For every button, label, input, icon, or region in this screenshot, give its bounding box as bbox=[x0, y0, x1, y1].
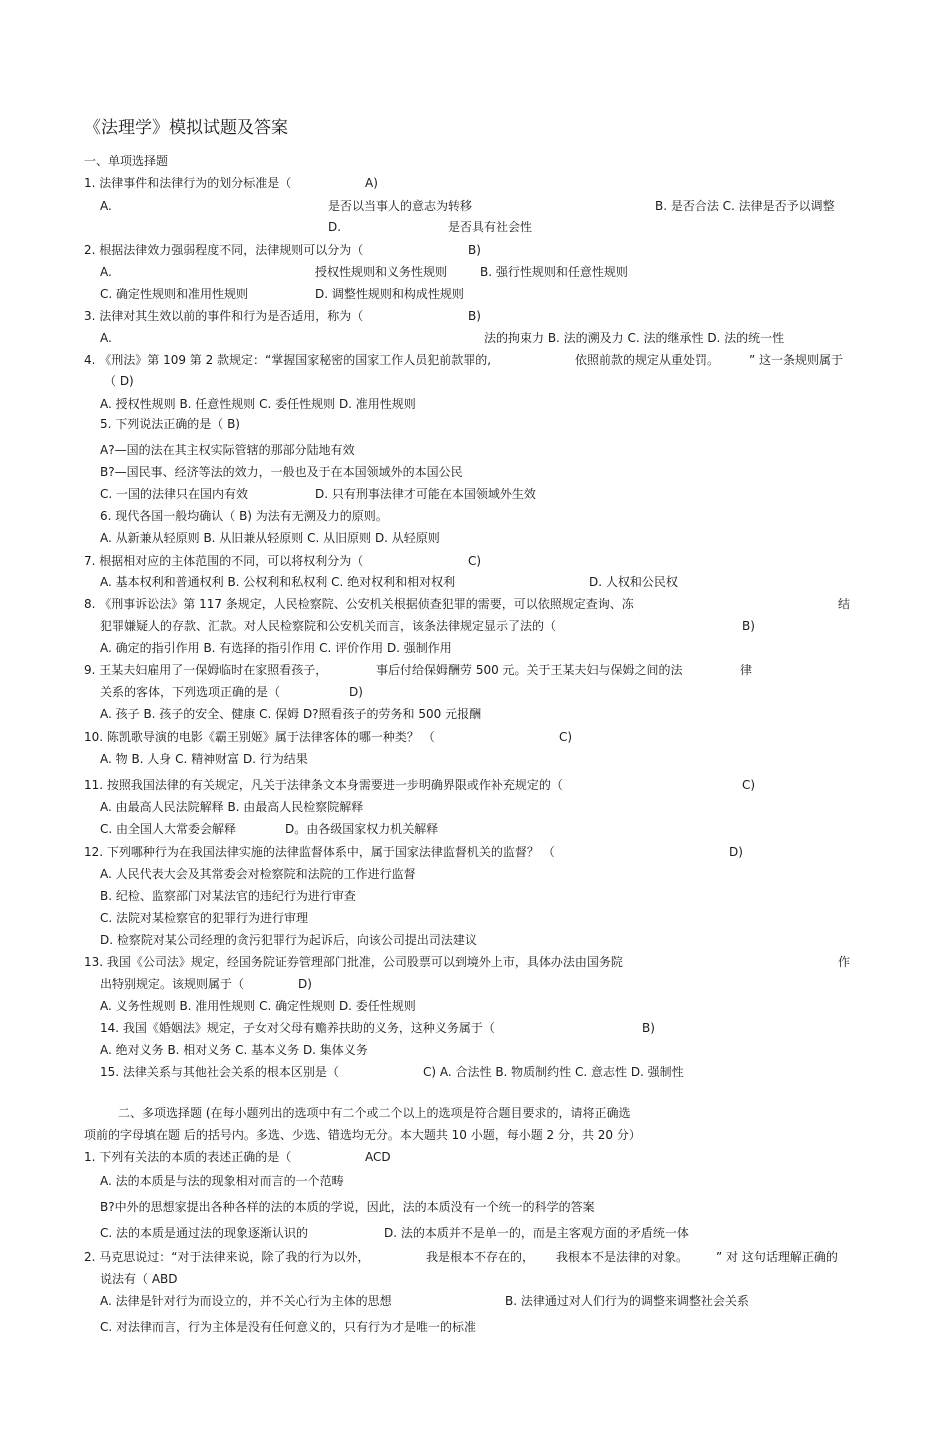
q13-stem-line1-end: 作 bbox=[838, 955, 851, 969]
q10-options: A. 物 B. 人身 C. 精神财富 D. 行为结果 bbox=[100, 752, 308, 766]
q1-stem: 1. 法律事件和法律行为的划分标准是（ bbox=[84, 176, 292, 190]
m2-stem-part2: 我是根本不存在的， bbox=[426, 1250, 535, 1264]
q1-option-d: 是否具有社会性 bbox=[448, 220, 533, 234]
section-instructions: 项前的字母填在题 后的括号内。多选、少选、错选均无分。本大题共 10 小题，每小题 2 分，共 20 分） bbox=[84, 1128, 641, 1142]
m2-option-b: B. 法律通过对人们行为的调整来调整社会关系 bbox=[505, 1294, 749, 1308]
q2-option-a: 授权性规则和义务性规则 bbox=[315, 265, 448, 279]
m1-option-a: A. 法的本质是与法的现象相对而言的一个范畴 bbox=[100, 1174, 344, 1188]
q12-option-a: A. 人民代表大会及其常委会对检察院和法院的工作进行监督 bbox=[100, 867, 416, 881]
q9-stem-part2: 事后付给保姆酬劳 500 元。关于王某夫妇与保姆之间的法 bbox=[376, 663, 683, 677]
q9-stem-line2: 关系的客体，下列选项正确的是（ bbox=[100, 685, 281, 699]
q9-stem-part3: 律 bbox=[740, 663, 753, 677]
m2-stem-part3: 我根本不是法律的对象。 bbox=[556, 1250, 689, 1264]
q2-option-a-letter: A. bbox=[100, 265, 112, 279]
q1-options-b-c: B. 是否合法 C. 法律是否予以调整 bbox=[655, 199, 835, 213]
q12-option-d: D. 检察院对某公司经理的贪污犯罪行为起诉后，向该公司提出司法建议 bbox=[100, 933, 477, 947]
q8-answer: B) bbox=[742, 619, 755, 633]
q8-stem-line1: 8. 《刑事诉讼法》第 117 条规定，人民检察院、公安机关根据侦查犯罪的需要，可以依照规定查询、冻 bbox=[84, 597, 634, 611]
m2-stem-line2: 说法有（ ABD bbox=[100, 1272, 178, 1286]
q10-stem: 10. 陈凯歌导演的电影《霸王别姬》属于法律客体的哪一种类？ （ bbox=[84, 730, 435, 744]
q14-options: A. 绝对义务 B. 相对义务 C. 基本义务 D. 集体义务 bbox=[100, 1043, 368, 1057]
q13-stem-line2: 出特别规定。该规则属于（ bbox=[100, 977, 245, 991]
q4-stem-part2: 依照前款的规定从重处罚。 bbox=[575, 353, 720, 367]
m2-stem-part1: 2. 马克思说过：“对于法律来说，除了我的行为以外， bbox=[84, 1250, 370, 1264]
q8-stem-line1-end: 结 bbox=[838, 597, 851, 611]
section-heading-multiple-choice: 二、多项选择题 (在每小题列出的选项中有二个或二个以上的选项是符合题目要求的，请将正确选 bbox=[118, 1106, 631, 1120]
q7-stem: 7. 根据相对应的主体范围的不同，可以将权利分为（ bbox=[84, 554, 364, 568]
q14-stem: 14. 我国《婚姻法》规定，子女对父母有赡养扶助的义务，这种义务属于（ bbox=[100, 1021, 495, 1035]
q8-options: A. 确定的指引作用 B. 有选择的指引作用 C. 评价作用 D. 强制作用 bbox=[100, 641, 452, 655]
q11-stem: 11. 按照我国法律的有关规定，凡关于法律条文本身需要进一步明确界限或作补充规定的（ bbox=[84, 778, 563, 792]
q5-stem: 5. 下列说法正确的是（ B) bbox=[100, 417, 240, 431]
q2-stem: 2. 根据法律效力强弱程度不同，法律规则可以分为（ bbox=[84, 243, 364, 257]
q12-option-b: B. 纪检、监察部门对某法官的违纪行为进行审查 bbox=[100, 889, 356, 903]
q4-stem-part1: 4. 《刑法》第 109 第 2 款规定：“掌握国家秘密的国家工作人员犯前款罪的, bbox=[84, 353, 492, 367]
q15-stem: 15. 法律关系与其他社会关系的根本区别是（ bbox=[100, 1065, 339, 1079]
q3-options: 法的拘束力 B. 法的溯及力 C. 法的继承性 D. 法的统一性 bbox=[484, 331, 785, 345]
q3-answer: B) bbox=[468, 309, 481, 323]
q11-option-c: C. 由全国人大常委会解释 bbox=[100, 822, 237, 836]
q13-answer: D) bbox=[298, 977, 312, 991]
q9-options: A. 孩子 B. 孩子的安全、健康 C. 保姆 D?照看孩子的劳务和 500 元报酬 bbox=[100, 707, 482, 721]
q1-option-a: 是否以当事人的意志为转移 bbox=[328, 199, 473, 213]
q2-answer: B) bbox=[468, 243, 481, 257]
m1-stem: 1. 下列有关法的本质的表述正确的是（ bbox=[84, 1150, 292, 1164]
q7-option-d: D. 人权和公民权 bbox=[589, 575, 678, 589]
q11-answer: C) bbox=[742, 778, 756, 792]
m1-answer: ACD bbox=[365, 1150, 391, 1164]
q11-options-a-b: A. 由最高人民法院解释 B. 由最高人民检察院解释 bbox=[100, 800, 364, 814]
document-title: 《法理学》模拟试题及答案 bbox=[84, 118, 288, 138]
q2-option-d: D. 调整性规则和构成性规则 bbox=[315, 287, 464, 301]
q7-answer: C) bbox=[468, 554, 482, 568]
q10-answer: C) bbox=[559, 730, 573, 744]
q12-option-c: C. 法院对某检察官的犯罪行为进行审理 bbox=[100, 911, 309, 925]
q14-answer: B) bbox=[642, 1021, 655, 1035]
q13-options: A. 义务性规则 B. 准用性规则 C. 确定性规则 D. 委任性规则 bbox=[100, 999, 416, 1013]
q13-stem-line1: 13. 我国《公司法》规定，经国务院证券管理部门批准，公司股票可以到境外上市，具体办法由国务院 bbox=[84, 955, 623, 969]
q4-options: A. 授权性规则 B. 任意性规则 C. 委任性规则 D. 准用性规则 bbox=[100, 397, 416, 411]
m1-option-d: D. 法的本质并不是单一的，而是主客观方面的矛盾统一体 bbox=[384, 1226, 689, 1240]
q3-stem: 3. 法律对其生效以前的事件和行为是否适用，称为（ bbox=[84, 309, 364, 323]
q6-options: A. 从新兼从轻原则 B. 从旧兼从轻原则 C. 从旧原则 D. 从轻原则 bbox=[100, 531, 440, 545]
q6-stem: 6. 现代各国一般均确认（ B) 为法有无溯及力的原则。 bbox=[100, 509, 388, 523]
q1-answer: A) bbox=[365, 176, 378, 190]
section-heading-single-choice: 一、单项选择题 bbox=[84, 154, 169, 168]
q5-option-b: B?—国民事、经济等法的效力，一般也及于在本国领域外的本国公民 bbox=[100, 465, 463, 479]
q5-option-d: D. 只有刑事法律才可能在本国领域外生效 bbox=[315, 487, 536, 501]
q5-option-c: C. 一国的法律只在国内有效 bbox=[100, 487, 249, 501]
m1-option-b: B?中外的思想家提出各种各样的法的本质的学说，因此，法的本质没有一个统一的科学的答案 bbox=[100, 1200, 595, 1214]
q15-answer-and-options: C) A. 合法性 B. 物质制约性 C. 意志性 D. 强制性 bbox=[423, 1065, 684, 1079]
q8-stem-line2: 犯罪嫌疑人的存款、汇款。对人民检察院和公安机关而言，该条法律规定显示了法的（ bbox=[100, 619, 557, 633]
m2-option-a: A. 法律是针对行为而设立的，并不关心行为主体的思想 bbox=[100, 1294, 392, 1308]
q9-stem-part1: 9. 王某夫妇雇用了一保姆临时在家照看孩子， bbox=[84, 663, 328, 677]
q2-option-c: C. 确定性规则和准用性规则 bbox=[100, 287, 249, 301]
q4-answer: （ D) bbox=[104, 374, 134, 388]
q1-option-a-letter: A. bbox=[100, 199, 112, 213]
q12-stem: 12. 下列哪种行为在我国法律实施的法律监督体系中，属于国家法律监督机关的监督？ （ bbox=[84, 845, 555, 859]
q2-option-b: B. 强行性规则和任意性规则 bbox=[480, 265, 628, 279]
q1-option-d-letter: D. bbox=[328, 220, 342, 234]
m2-option-c: C. 对法律而言，行为主体是没有任何意义的，只有行为才是唯一的标准 bbox=[100, 1320, 477, 1334]
m2-stem-part4: ” 对 这句话理解正确的 bbox=[716, 1250, 838, 1264]
q12-answer: D) bbox=[729, 845, 743, 859]
q3-option-a-letter: A. bbox=[100, 331, 112, 345]
q5-option-a: A?—国的法在其主权实际管辖的那部分陆地有效 bbox=[100, 443, 355, 457]
q4-stem-part3: ” 这一条规则属于 bbox=[749, 353, 844, 367]
q7-options-a-c: A. 基本权利和普通权利 B. 公权利和私权利 C. 绝对权利和相对权利 bbox=[100, 575, 456, 589]
m1-option-c: C. 法的本质是通过法的现象逐渐认识的 bbox=[100, 1226, 309, 1240]
q9-answer: D) bbox=[349, 685, 363, 699]
q11-option-d: D。由各级国家权力机关解释 bbox=[285, 822, 439, 836]
